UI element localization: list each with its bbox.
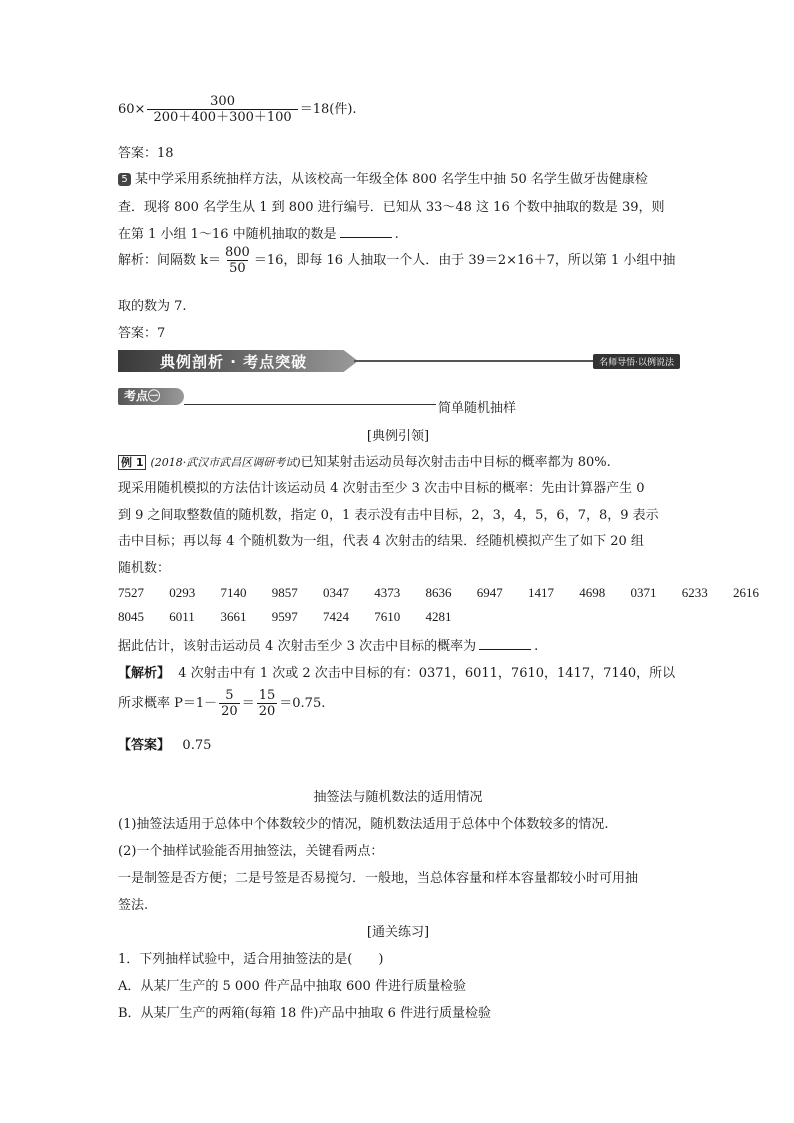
kaodian-title: 简单随机抽样 <box>438 401 517 416</box>
example-1-line-3: 到 9 之间取整数值的随机数，指定 0，1 表示没有击中目标，2，3，4，5，6，7，8，9 表示 <box>118 508 659 523</box>
random-number: 7527 <box>118 585 144 600</box>
question-5-text-1: 某中学采用系统抽样方法，从该校高一年级全体 800 名学生中抽 50 名学生做牙齿健康检 <box>135 172 648 187</box>
example-question-text: 据此估计，该射击运动员 4 次射击至少 3 次击中目标的概率为 <box>118 639 477 654</box>
random-numbers-row-2 <box>118 609 474 625</box>
banner-title: 典例剖析 · 考点突破 <box>160 353 308 371</box>
probability-fraction-1 <box>219 688 240 719</box>
jiexi-line-1 <box>118 662 675 681</box>
example-question-end: . <box>534 639 539 654</box>
fraction-1-denominator: 20 <box>221 704 238 719</box>
example-text-1: 已知某射击运动员每次射击击中目标的概率都为 80%. <box>300 455 611 470</box>
example-question <box>118 635 538 654</box>
banner-tag: 名师导悟·以例说法 <box>593 354 680 369</box>
question-5-line-2: 查．现将 800 名学生从 1 到 800 进行编号．已知从 33～48 这 16 个数中抽取的数是 39，则 <box>118 200 665 215</box>
analysis-line-1 <box>118 245 675 276</box>
analysis-prefix: 解析：间隔数 k＝ <box>118 253 222 268</box>
random-number: 7424 <box>323 609 349 624</box>
fraction-2-numerator: 15 <box>258 688 276 703</box>
daan-line <box>118 734 211 753</box>
random-numbers-row-1 <box>118 585 759 601</box>
exercise-1-option-a: A．从某厂生产的 5 000 件产品中抽取 600 件进行质量检验 <box>118 979 466 994</box>
random-number: 3661 <box>220 609 247 624</box>
tongguan-heading: [通关练习] <box>366 925 430 940</box>
random-number: 0371 <box>630 585 657 600</box>
calc-numerator: 300 <box>210 94 235 109</box>
random-number: 9857 <box>271 585 298 600</box>
random-number: 4281 <box>425 609 452 624</box>
kaodian-badge: 考点㊀ <box>118 388 184 405</box>
example-source: (2018·武汉市武昌区调研考试) <box>150 456 301 469</box>
random-number: 9597 <box>271 609 298 624</box>
random-number: 6947 <box>476 585 503 600</box>
calc-fraction <box>147 94 297 125</box>
interval-numerator: 800 <box>225 245 250 260</box>
example-1-line-5: 随机数： <box>118 561 171 576</box>
top-calculation <box>118 94 357 125</box>
random-number: 7140 <box>220 585 247 600</box>
jiexi-prefix: 所求概率 P＝1－ <box>118 696 218 711</box>
calc-denominator: 200＋400＋300＋100 <box>147 109 297 125</box>
fraction-1-numerator: 5 <box>225 688 234 703</box>
random-number: 6233 <box>681 585 708 600</box>
random-number: 0293 <box>169 585 196 600</box>
dianli-heading: [典例引领] <box>366 429 430 444</box>
question-5-end: . <box>394 227 399 242</box>
analysis-suffix: ＝16，即每 16 人抽取一个人．由于 39＝2×16＋7，所以第 1 小组中抽 <box>253 253 676 268</box>
daan-label: 【答案】 <box>118 738 171 753</box>
fraction-2-denominator: 20 <box>258 704 276 719</box>
kaodian-rule <box>184 404 436 405</box>
answer-blank <box>340 225 392 238</box>
question-5-line-1 <box>118 168 648 187</box>
random-number: 8045 <box>118 609 144 624</box>
jiexi-suffix: ＝0.75. <box>279 696 326 711</box>
question-number-badge: 5 <box>118 173 131 186</box>
random-number: 8636 <box>425 585 452 600</box>
section-banner <box>118 350 680 372</box>
interval-fraction <box>223 245 252 276</box>
jiexi-text-1: 4 次射击中有 1 次或 2 次击中目标的有：0371，6011，7610，1417，7140，所以 <box>178 666 676 681</box>
method-paragraph-4: 签法. <box>118 898 149 913</box>
random-number: 2616 <box>733 585 759 600</box>
question-5-text-3: 在第 1 小组 1～16 中随机抽取的数是 <box>118 227 337 242</box>
exercise-1-option-b: B．从某厂生产的两箱(每箱 18 件)产品中抽取 6 件进行质量检验 <box>118 1006 492 1021</box>
jiexi-line-2 <box>118 688 325 719</box>
question-5-line-3 <box>118 223 399 242</box>
method-paragraph-3: 一是制签是否方便；二是号签是否易搅匀．一般地，当总体容量和样本容量都较小时可用抽 <box>118 871 639 886</box>
method-paragraph-1: (1)抽签法适用于总体中个体数较少的情况，随机数法适用于总体中个体数较多的情况. <box>118 817 609 832</box>
random-number: 6011 <box>169 609 195 624</box>
analysis-line-2: 取的数为 7. <box>118 299 187 314</box>
method-paragraph-2: (2)一个抽样试验能否用抽签法，关键看两点： <box>118 844 384 859</box>
example-1-line-2: 现采用随机模拟的方法估计该运动员 4 次射击至少 3 次击中目标的概率：先由计算器产生 0 <box>118 481 645 496</box>
random-number: 7610 <box>374 609 401 624</box>
random-number: 1417 <box>528 585 554 600</box>
random-number: 0347 <box>323 585 349 600</box>
calc-suffix: ＝18(件). <box>299 102 357 117</box>
calc-prefix: 60× <box>118 102 146 117</box>
answer-blank <box>479 637 531 650</box>
example-1-line-1 <box>118 451 611 470</box>
method-title: 抽签法与随机数法的适用情况 <box>313 790 483 805</box>
random-number: 4373 <box>374 585 401 600</box>
jiexi-label: 【解析】 <box>118 666 171 681</box>
probability-fraction-2 <box>257 688 278 719</box>
equals-sign: ＝ <box>241 696 255 711</box>
example-1-line-4: 击中目标；再以每 4 个随机数为一组，代表 4 次射击的结果．经随机模拟产生了如下 20 组 <box>118 534 644 549</box>
answer-line-2: 答案：7 <box>118 326 166 341</box>
random-number: 4698 <box>579 585 606 600</box>
exercise-1-stem: 1．下列抽样试验中，适合用抽签法的是( ) <box>118 952 384 967</box>
daan-value: 0.75 <box>182 738 212 753</box>
answer-line-1: 答案：18 <box>118 146 174 161</box>
example-badge: 例 1 <box>118 455 146 470</box>
interval-denominator: 50 <box>229 261 246 276</box>
